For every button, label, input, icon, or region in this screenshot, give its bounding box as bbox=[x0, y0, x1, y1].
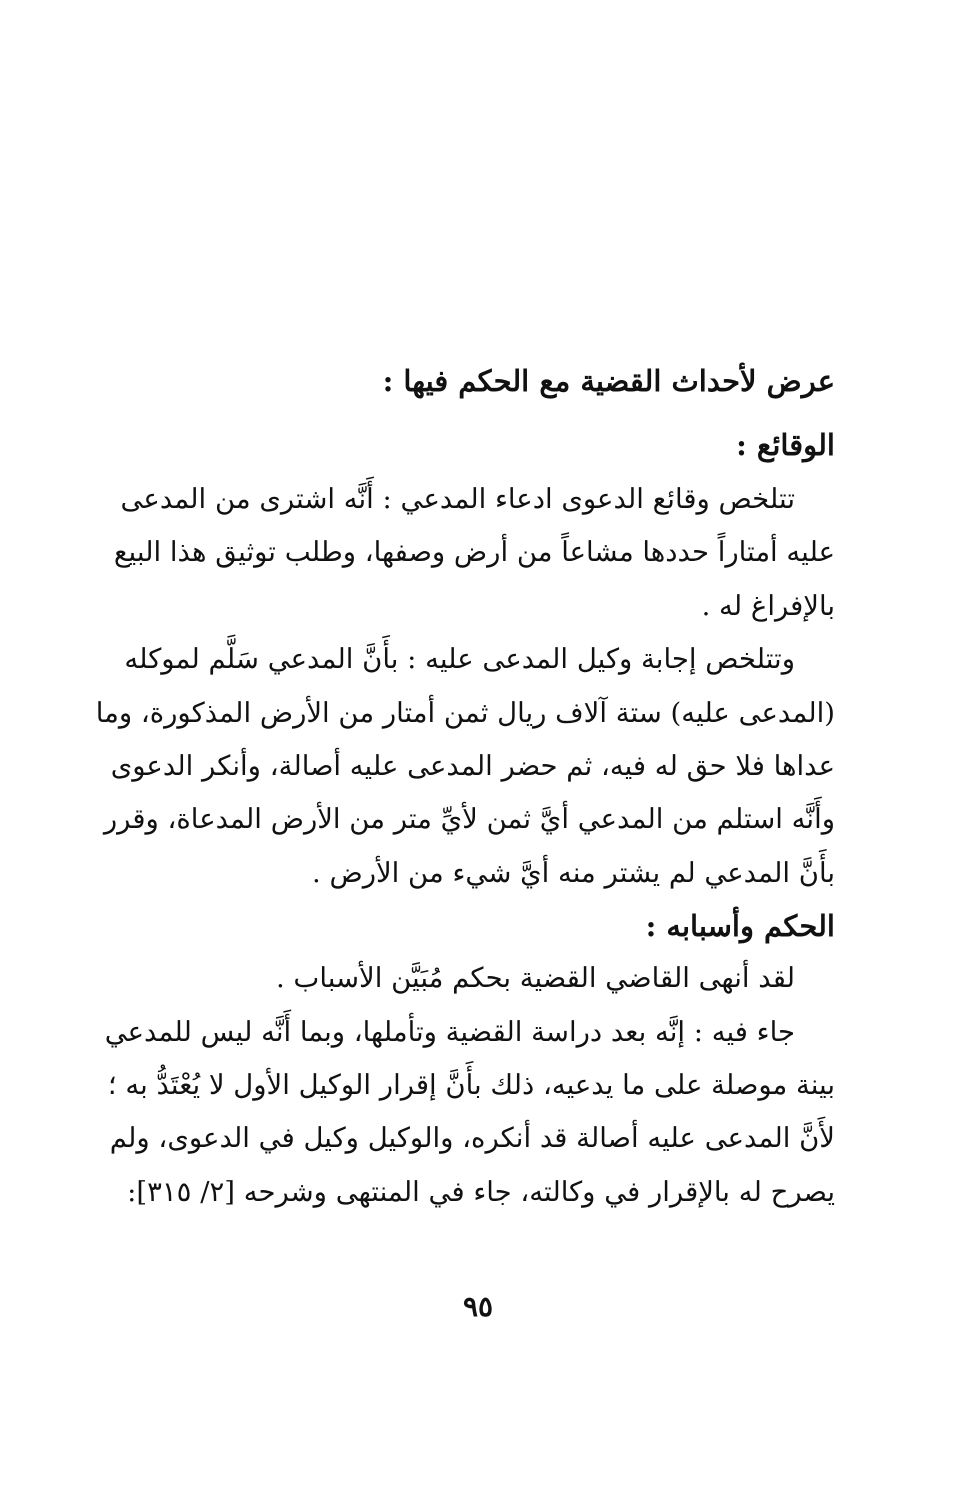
text-line: يصرح له بالإقرار في وكالته، جاء في المنتهى وشرحه [٢/ ٣١٥]: bbox=[127, 1175, 835, 1208]
ruling-heading: الحكم وأسبابه : bbox=[645, 909, 835, 944]
text-line: تتلخص وقائع الدعوى ادعاء المدعي : أَنَّه اشترى من المدعى bbox=[120, 483, 795, 515]
text-line: بأَنَّ المدعي لم يشتر منه أيَّ شيء من الأرض . bbox=[311, 856, 835, 889]
page-number: ٩٥ bbox=[462, 1290, 494, 1323]
text-line: عليه أمتاراً حددها مشاعاً من أرض وصفها، وطلب توثيق هذا البيع bbox=[113, 536, 835, 569]
text-line: بالإفراغ له . bbox=[701, 589, 835, 622]
text-line: (المدعى عليه) ستة آلاف ريال ثمن أمتار من الأرض المذكورة، وما bbox=[95, 696, 835, 729]
facts-response-paragraph bbox=[95, 633, 835, 900]
facts-claim-paragraph bbox=[113, 473, 835, 633]
facts-heading: الوقائع : bbox=[736, 428, 835, 462]
text-line: عداها فلا حق له فيه، ثم حضر المدعى عليه أصالة، وأنكر الدعوى bbox=[110, 750, 835, 783]
text-line: لقد أنهى القاضي القضية بحكم مُبَيَّن الأسباب . bbox=[275, 962, 795, 995]
page-body bbox=[95, 355, 835, 1219]
text-line: لأَنَّ المدعى عليه أصالة قد أنكره، والوكيل وكيل في الدعوى، ولم bbox=[109, 1122, 835, 1155]
text-line: وتتلخص إجابة وكيل المدعى عليه : بأَنَّ المدعي سَلَّم لموكله bbox=[124, 643, 795, 676]
ruling-intro-paragraph bbox=[130, 952, 835, 1005]
text-line: بينة موصلة على ما يدعيه، ذلك بأَنَّ إقرار الوكيل الأول لا يُعْتَدُّ به ؛ bbox=[107, 1069, 835, 1102]
page-title: عرض لأحداث القضية مع الحكم فيها : bbox=[382, 364, 835, 398]
text-line: وأَنَّه استلم من المدعي أيَّ ثمن لأيِّ متر من الأرض المدعاة، وقرر bbox=[103, 803, 835, 836]
ruling-body-paragraph bbox=[104, 1006, 835, 1220]
text-line: جاء فيه : إنَّه بعد دراسة القضية وتأملها، وبما أَنَّه ليس للمدعي bbox=[104, 1015, 795, 1048]
